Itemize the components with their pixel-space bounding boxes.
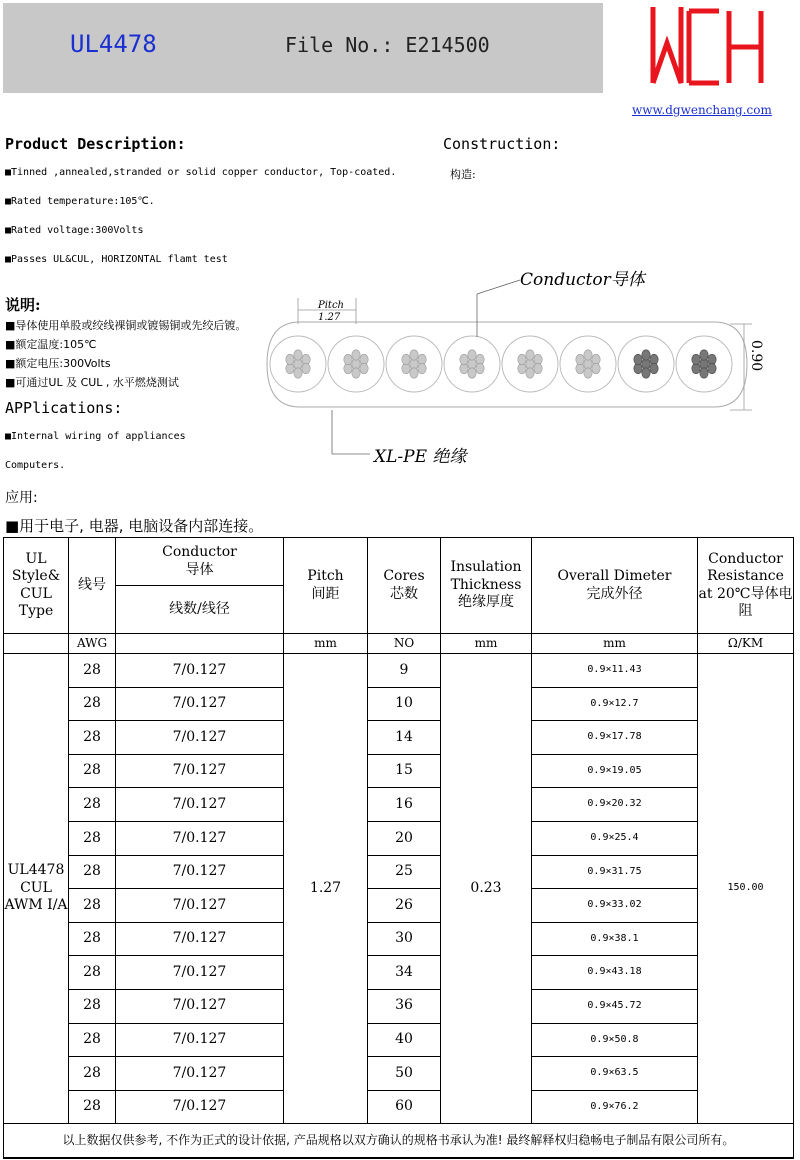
awg-cell: 28 bbox=[69, 922, 116, 956]
awg-cell: 28 bbox=[69, 956, 116, 990]
conductor-strand bbox=[410, 350, 418, 360]
description-item: ■Rated voltage:300Volts bbox=[5, 225, 144, 236]
header-cores-en: Cores bbox=[383, 568, 425, 584]
conductor-strand bbox=[294, 350, 302, 360]
cores-cell: 36 bbox=[368, 989, 441, 1023]
conductor-strand bbox=[468, 350, 476, 360]
cores-cell: 16 bbox=[368, 788, 441, 822]
conductor-strand bbox=[642, 368, 650, 378]
thickness-value: 0.90 bbox=[748, 340, 764, 372]
unit-overall: mm bbox=[532, 634, 698, 654]
unit-awg: AWG bbox=[69, 634, 116, 654]
header-cores-cn: 芯数 bbox=[390, 585, 418, 602]
table-row bbox=[4, 889, 794, 923]
header-overall-en: Overall Dimeter bbox=[557, 568, 672, 584]
conductor-strand bbox=[592, 363, 600, 373]
header-cores bbox=[368, 538, 441, 634]
conductor-strand bbox=[410, 368, 418, 378]
header-resistance: Conductor Resistance at 20℃导体电阻 bbox=[698, 538, 794, 634]
application-item-cn: ■用于电子, 电器, 电脑设备内部连接。 bbox=[5, 517, 264, 535]
construction-heading: Construction: bbox=[443, 135, 561, 153]
note-item-cn: ■导体使用单股或绞线裸铜或镀锡铜或先绞后镀。 bbox=[5, 319, 247, 332]
overall-diameter-cell: 0.9×45.72 bbox=[532, 989, 698, 1023]
table-row bbox=[4, 989, 794, 1023]
description-item: ■Tinned ,annealed,stranded or solid copper conductor, Top-coated. bbox=[5, 167, 397, 178]
company-logo bbox=[645, 3, 770, 87]
strands-cell: 7/0.127 bbox=[116, 922, 284, 956]
strands-cell: 7/0.127 bbox=[116, 1023, 284, 1057]
overall-diameter-cell: 0.9×43.18 bbox=[532, 956, 698, 990]
cores-cell: 14 bbox=[368, 721, 441, 755]
conductor-strand bbox=[352, 350, 360, 360]
header-pitch bbox=[284, 538, 368, 634]
file-number: File No.: E214500 bbox=[285, 33, 490, 57]
product-description-heading: Product Description: bbox=[5, 135, 186, 153]
conductor-strand bbox=[650, 363, 658, 373]
conductor-cores bbox=[270, 336, 732, 392]
strands-cell: 7/0.127 bbox=[116, 1090, 284, 1124]
table-row bbox=[4, 1090, 794, 1124]
overall-diameter-cell: 0.9×11.43 bbox=[532, 654, 698, 688]
strands-cell: 7/0.127 bbox=[116, 989, 284, 1023]
insulation-value: 0.23 bbox=[441, 654, 532, 1124]
description-item: ■Rated temperature:105℃. bbox=[5, 196, 155, 207]
conductor-strand bbox=[584, 350, 592, 360]
strands-cell: 7/0.127 bbox=[116, 956, 284, 990]
table-row bbox=[4, 1023, 794, 1057]
conductor-strand bbox=[460, 354, 468, 364]
cores-cell: 10 bbox=[368, 687, 441, 721]
overall-diameter-cell: 0.9×50.8 bbox=[532, 1023, 698, 1057]
strands-cell: 7/0.127 bbox=[116, 721, 284, 755]
conductor-strand bbox=[294, 368, 302, 378]
cores-cell: 40 bbox=[368, 1023, 441, 1057]
cores-cell: 30 bbox=[368, 922, 441, 956]
awg-cell: 28 bbox=[69, 889, 116, 923]
pitch-value: 1.27 bbox=[284, 654, 368, 1124]
spec-table bbox=[3, 537, 794, 1159]
note-item-cn: ■可通过UL 及 CUL , 水平燃烧测试 bbox=[5, 376, 179, 389]
pitch-label: Pitch bbox=[318, 300, 344, 311]
strands-cell: 7/0.127 bbox=[116, 1057, 284, 1091]
strands-cell: 7/0.127 bbox=[116, 687, 284, 721]
conductor-strand bbox=[692, 354, 700, 364]
table-row bbox=[4, 956, 794, 990]
unit-strands bbox=[116, 634, 284, 654]
conductor-strand bbox=[584, 368, 592, 378]
disclaimer-footer: 以上数据仅供参考, 不作为正式的设计依据, 产品规格以双方确认的规格书承认为准! 最终解释权归稳畅电子制品有限公司所有。 bbox=[4, 1124, 794, 1159]
construction-heading-cn: 构造: bbox=[450, 168, 476, 181]
strands-cell: 7/0.127 bbox=[116, 889, 284, 923]
header-overall bbox=[532, 538, 698, 634]
awg-cell: 28 bbox=[69, 721, 116, 755]
conductor-strand bbox=[360, 363, 368, 373]
resistance-value: 150.00 bbox=[698, 654, 794, 1124]
overall-diameter-cell: 0.9×63.5 bbox=[532, 1057, 698, 1091]
conductor-strand bbox=[576, 354, 584, 364]
overall-diameter-cell: 0.9×33.02 bbox=[532, 889, 698, 923]
awg-cell: 28 bbox=[69, 754, 116, 788]
conductor-strand bbox=[352, 368, 360, 378]
awg-cell: 28 bbox=[69, 855, 116, 889]
overall-diameter-cell: 0.9×12.7 bbox=[532, 687, 698, 721]
header-conductor-cn: 导体 bbox=[185, 561, 214, 578]
cores-cell: 34 bbox=[368, 956, 441, 990]
strands-cell: 7/0.127 bbox=[116, 821, 284, 855]
cable-cross-section-diagram bbox=[262, 262, 792, 467]
notes-heading-cn: 说明: bbox=[5, 296, 41, 314]
table-row bbox=[4, 754, 794, 788]
overall-diameter-cell: 0.9×25.4 bbox=[532, 821, 698, 855]
header-insulation bbox=[441, 538, 532, 634]
awg-cell: 28 bbox=[69, 654, 116, 688]
awg-cell: 28 bbox=[69, 1090, 116, 1124]
header-insulation-en: Insulation Thickness bbox=[450, 559, 522, 593]
strands-cell: 7/0.127 bbox=[116, 855, 284, 889]
conductor-strand bbox=[700, 368, 708, 378]
table-row bbox=[4, 855, 794, 889]
header-gauge: 线号 bbox=[69, 538, 116, 634]
note-item-cn: ■额定温度:105℃ bbox=[5, 338, 97, 351]
cores-cell: 50 bbox=[368, 1057, 441, 1091]
conductor-strand bbox=[534, 363, 542, 373]
table-row bbox=[4, 922, 794, 956]
applications-heading: APPlications: bbox=[5, 399, 123, 417]
unit-resistance: Ω/KM bbox=[698, 634, 794, 654]
cores-cell: 9 bbox=[368, 654, 441, 688]
cores-cell: 60 bbox=[368, 1090, 441, 1124]
table-row bbox=[4, 1057, 794, 1091]
header-pitch-cn: 间距 bbox=[311, 585, 340, 602]
table-row bbox=[4, 687, 794, 721]
insulation-label: XL-PE 绝缘 bbox=[374, 447, 467, 467]
conductor-strand bbox=[418, 363, 426, 373]
awg-cell: 28 bbox=[69, 989, 116, 1023]
conductor-strand bbox=[526, 350, 534, 360]
conductor-strand bbox=[526, 368, 534, 378]
awg-cell: 28 bbox=[69, 687, 116, 721]
strands-cell: 7/0.127 bbox=[116, 654, 284, 688]
overall-diameter-cell: 0.9×31.75 bbox=[532, 855, 698, 889]
description-item: ■Passes UL&CUL, HORIZONTAL flamt test bbox=[5, 254, 228, 265]
cores-cell: 25 bbox=[368, 855, 441, 889]
table-row bbox=[4, 821, 794, 855]
overall-diameter-cell: 0.9×20.32 bbox=[532, 788, 698, 822]
application-item: Computers. bbox=[5, 460, 66, 471]
conductor-strand bbox=[642, 350, 650, 360]
header-strands: 线数/线径 bbox=[116, 586, 284, 634]
header-pitch-en: Pitch bbox=[307, 568, 344, 584]
unit-style bbox=[4, 634, 69, 654]
cores-cell: 20 bbox=[368, 821, 441, 855]
header-insulation-cn: 绝缘厚度 bbox=[458, 594, 514, 611]
conductor-strand bbox=[344, 354, 352, 364]
strands-cell: 7/0.127 bbox=[116, 754, 284, 788]
conductor-strand bbox=[302, 363, 310, 373]
overall-diameter-cell: 0.9×76.2 bbox=[532, 1090, 698, 1124]
conductor-strand bbox=[700, 350, 708, 360]
cores-cell: 26 bbox=[368, 889, 441, 923]
table-row bbox=[4, 788, 794, 822]
unit-insulation: mm bbox=[441, 634, 532, 654]
awg-cell: 28 bbox=[69, 1023, 116, 1057]
conductor-strand bbox=[286, 354, 294, 364]
application-item: ■Internal wiring of appliances bbox=[5, 431, 186, 442]
conductor-strand bbox=[518, 354, 526, 364]
note-item-cn: ■额定电压:300Volts bbox=[5, 357, 111, 370]
table-row bbox=[4, 721, 794, 755]
conductor-strand bbox=[708, 363, 716, 373]
header-style: UL Style& CUL Type bbox=[4, 538, 69, 634]
cores-cell: 15 bbox=[368, 754, 441, 788]
website-link[interactable]: www.dgwenchang.com bbox=[632, 103, 772, 117]
style-value: UL4478 CUL AWM I/A bbox=[4, 654, 69, 1124]
applications-heading-cn: 应用: bbox=[5, 490, 38, 506]
pitch-value: 1.27 bbox=[318, 312, 341, 323]
awg-cell: 28 bbox=[69, 788, 116, 822]
header-conductor bbox=[116, 538, 284, 586]
awg-cell: 28 bbox=[69, 1057, 116, 1091]
logo-text: WCH bbox=[645, 3, 648, 4]
insulation-outline bbox=[267, 322, 747, 407]
header-conductor-en: Conductor bbox=[162, 544, 237, 560]
conductor-strand bbox=[468, 368, 476, 378]
page-title: UL4478 bbox=[70, 30, 157, 58]
overall-diameter-cell: 0.9×19.05 bbox=[532, 754, 698, 788]
header-overall-cn: 完成外径 bbox=[586, 585, 643, 602]
overall-diameter-cell: 0.9×38.1 bbox=[532, 922, 698, 956]
conductor-strand bbox=[634, 354, 642, 364]
conductor-strand bbox=[476, 363, 484, 373]
strands-cell: 7/0.127 bbox=[116, 788, 284, 822]
awg-cell: 28 bbox=[69, 821, 116, 855]
unit-pitch: mm bbox=[284, 634, 368, 654]
conductor-label: Conductor导体 bbox=[520, 270, 645, 290]
unit-cores: NO bbox=[368, 634, 441, 654]
table-row bbox=[4, 654, 794, 688]
overall-diameter-cell: 0.9×17.78 bbox=[532, 721, 698, 755]
conductor-strand bbox=[402, 354, 410, 364]
